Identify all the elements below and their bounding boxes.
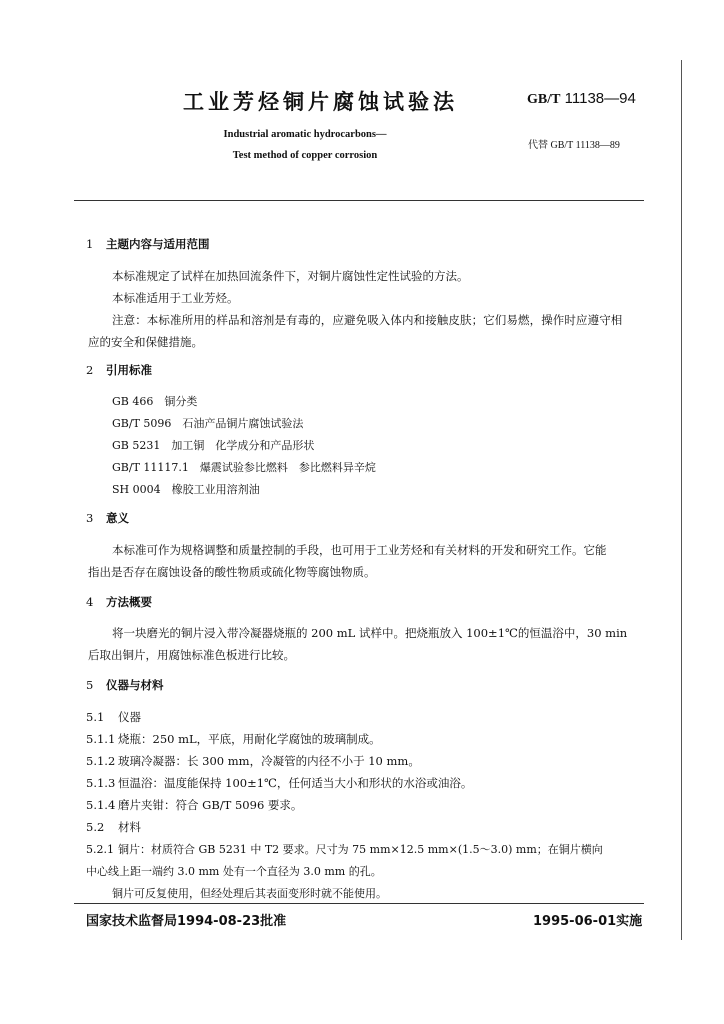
paragraph: 将一块磨光的铜片浸入带冷凝器烧瓶的 200 mL 试样中。把烧瓶放入 100±1℃的恒温浴中，30 min [112, 626, 628, 640]
reference-item [112, 437, 314, 453]
standard-number [527, 90, 636, 108]
standard-prefix: GB/T [527, 92, 561, 107]
paragraph: 铜片可反复使用，但经处理后其表面变形时就不能使用。 [112, 887, 387, 900]
header-rule [74, 200, 644, 201]
subsection-text: 铜片：材质符合 GB 5231 中 T2 要求。尺寸为 75 mm×12.5 mm×(1.5～3.0) mm；在铜片横向 [118, 843, 603, 856]
section-1-heading [86, 236, 210, 252]
footer-rule [74, 903, 644, 904]
reference-name: 铜分类 [164, 395, 198, 408]
section-number: 4 [86, 595, 94, 609]
reference-name: 橡胶工业用溶剂油 [171, 483, 260, 496]
subsection-text: 玻璃冷凝器：长 300 mm，冷凝管的内径不小于 10 mm。 [118, 754, 420, 768]
reference-code: GB 466 [112, 395, 154, 408]
approval-date: 国家技术监督局1994-08-23批准 [86, 914, 287, 929]
section-4-heading [86, 594, 152, 610]
paragraph: 注意：本标准所用的样品和溶剂是有毒的，应避免吸入体内和接触皮肤；它们易燃，操作时应遵守相 [112, 313, 623, 327]
section-title: 主题内容与适用范围 [106, 237, 210, 251]
paragraph: 本标准可作为规格调整和质量控制的手段，也可用于工业芳烃和有关材料的开发和研究工作。它能 [112, 543, 607, 557]
subsection-number: 5.2 [86, 820, 105, 834]
subsection-number: 5.1 [86, 710, 105, 724]
document-title: 工业芳烃铜片腐蚀试验法 [183, 90, 458, 114]
reference-item [112, 459, 376, 475]
reference-code: SH 0004 [112, 483, 161, 496]
section-2-heading [86, 362, 152, 378]
section-title: 仪器与材料 [106, 678, 164, 692]
reference-code: GB 5231 [112, 439, 161, 452]
section-number: 1 [86, 237, 94, 251]
subsection-text: 恒温浴：温度能保持 100±1℃，任何适当大小和形状的水浴或油浴。 [118, 776, 473, 790]
paragraph: 中心线上距一端约 3.0 mm 处有一个直径为 3.0 mm 的孔。 [86, 865, 382, 878]
section-number: 3 [86, 511, 94, 525]
subsection-text: 烧瓶：250 mL，平底，用耐化学腐蚀的玻璃制成。 [118, 732, 381, 746]
subsection-5-1-4 [86, 797, 302, 813]
subsection-5-1 [86, 709, 141, 725]
english-title-line2: Test method of copper corrosion [232, 150, 378, 161]
paragraph: 本标准适用于工业芳烃。 [112, 291, 239, 305]
subsection-title: 材料 [118, 820, 141, 834]
paragraph: 指出是否存在腐蚀设备的酸性物质或硫化物等腐蚀物质。 [88, 565, 376, 579]
replaces-standard: 代替 GB/T 11138—89 [528, 140, 620, 151]
section-title: 引用标准 [106, 363, 152, 377]
subsection-number: 5.1.1 [86, 732, 116, 746]
section-number: 2 [86, 363, 94, 377]
paragraph: 本标准规定了试样在加热回流条件下，对铜片腐蚀性定性试验的方法。 [112, 269, 469, 283]
paragraph: 应的安全和保健措施。 [88, 335, 203, 349]
standard-code: 11138—94 [564, 90, 636, 107]
reference-item [112, 393, 197, 409]
subsection-5-1-2 [86, 753, 420, 769]
subsection-5-2 [86, 819, 141, 835]
reference-code: GB/T 11117.1 [112, 461, 189, 474]
subsection-number: 5.2.1 [86, 843, 114, 856]
english-title-line1: Industrial aromatic hydrocarbons— [223, 129, 387, 140]
reference-name: 加工铜 化学成分和产品形状 [171, 439, 315, 452]
reference-item [112, 481, 260, 497]
paragraph: 后取出铜片，用腐蚀标准色板进行比较。 [88, 648, 295, 662]
reference-code: GB/T 5096 [112, 417, 172, 430]
reference-name: 石油产品铜片腐蚀试验法 [182, 417, 304, 430]
subsection-number: 5.1.4 [86, 798, 116, 812]
subsection-5-2-1 [86, 841, 603, 857]
subsection-number: 5.1.2 [86, 754, 116, 768]
reference-name: 爆震试验参比燃料 参比燃料异辛烷 [199, 461, 376, 474]
subsection-text: 磨片夹钳：符合 GB/T 5096 要求。 [118, 798, 303, 812]
section-title: 方法概要 [106, 595, 152, 609]
section-5-heading [86, 677, 164, 693]
subsection-number: 5.1.3 [86, 776, 116, 790]
section-title: 意义 [106, 511, 129, 525]
subsection-5-1-1 [86, 731, 381, 747]
subsection-5-1-3 [86, 775, 472, 791]
section-3-heading [86, 510, 129, 526]
subsection-title: 仪器 [118, 710, 141, 724]
section-number: 5 [86, 678, 94, 692]
page-edge-line [681, 60, 682, 940]
effective-date: 1995-06-01实施 [533, 914, 643, 929]
reference-item [112, 415, 303, 431]
